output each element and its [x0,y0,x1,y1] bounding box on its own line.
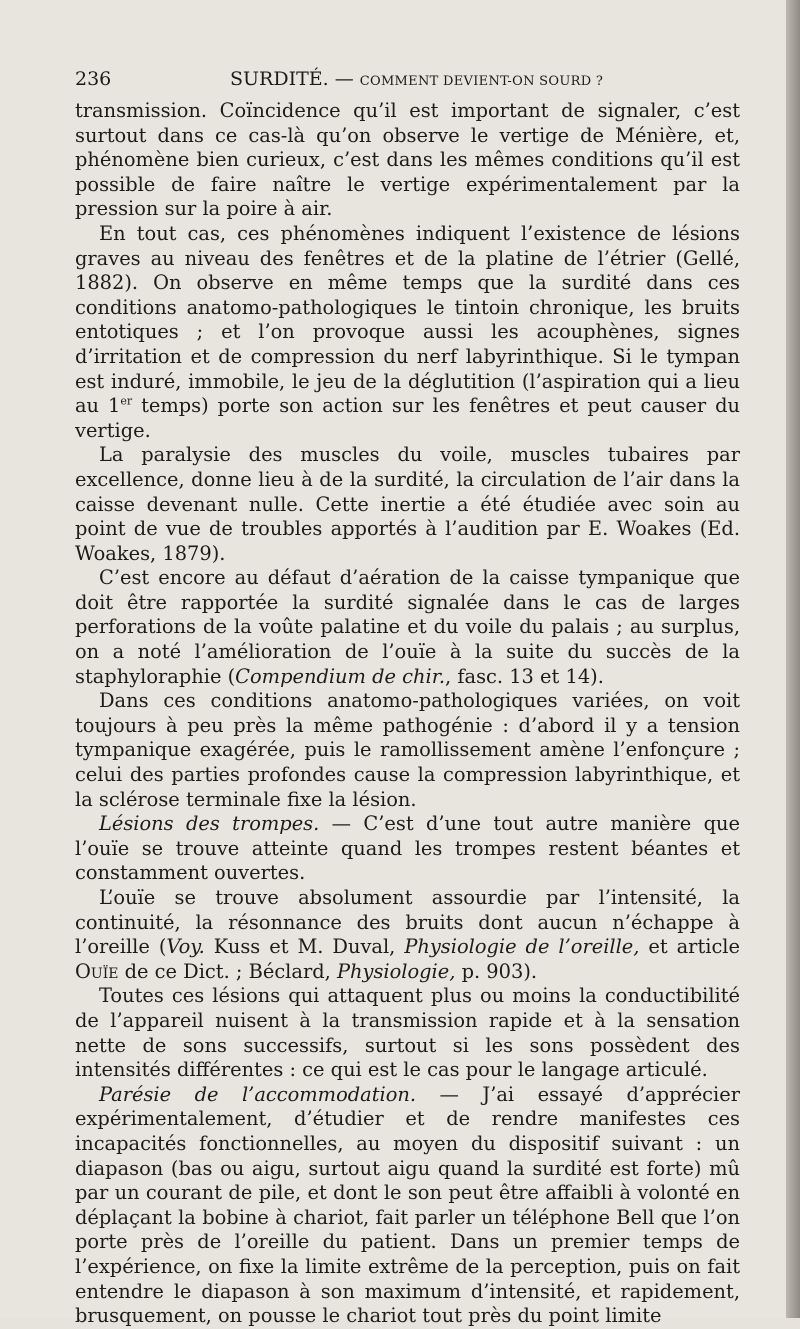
paragraph-7 [75,886,740,984]
paragraph-8 [75,984,740,1082]
dictionary-entry: Ouïe [75,959,119,983]
paragraph-text: Toutes ces lésions qui attaquent plus ou moins la conductibilité de l’appareil nuisent à la transmission rapide et à la sensation nette de sons successifs, surtout si les sons possèdent des intensités différentes : ce qui est le cas pour le langage articulé. [75,984,740,1082]
citation-title: Physiologie, [336,959,456,983]
paragraph-5 [75,689,740,812]
paragraph-text: L’ouïe se trouve absolument assourdie par l’intensité, la continuité, la résonnance des bruits dont aucun n’échappe à l’oreille ( [75,886,740,959]
paragraph-text: C’est encore au défaut d’aération de la caisse tympanique que doit être rapportée la surdité signalée dans le cas de larges perforations de la voûte palatine et du voile du palais ; au surplus, on a noté l’amélioration de l’ouïe à la suite du succès de la staphyloraphie ( [75,566,740,688]
paragraph-text: de ce Dict. ; Béclard, [118,959,337,983]
running-head-main: SURDITÉ. — [230,68,360,90]
paragraph-1 [75,99,740,222]
page-number: 236 [75,68,112,90]
paragraph-text: et article [639,935,740,959]
citation-title: Physiologie de l’oreille, [404,935,640,959]
page-edge-shadow [786,0,800,1318]
superscript: er [120,394,133,408]
citation-voy: Voy. [166,935,205,959]
section-lead-title: Parésie de l’accommodation. [99,1082,417,1106]
paragraph-text: Dans ces conditions anatomo-pathologiques variées, on voit toujours à peu près la même pathogénie : d’abord il y a tension tympanique exagérée, puis le ramollissement amène l’enfonçure ; celui des parties profondes cause la compression labyrinthique, et la sclérose terminale fixe la lésion. [75,689,740,811]
paragraph-3 [75,443,740,566]
paragraph-text: p. 903). [455,959,538,983]
paragraph-text: — C’est d’une tout autre manière que l’ouïe se trouve atteinte quand les trompes restent béantes et constamment ouvertes. [75,812,740,885]
paragraph-text: — J’ai essayé d’apprécier expérimentalement, d’étudier et de rendre manifestes ces incapacités fonctionnelles, au moyen du dispositif suivant : un diapason (bas ou aigu, surtout aigu quand la surdité est forte) mû par un courant de pile, et dont le son peut être affaibli à volonté en déplaçant la bobine à chariot, fait parler un téléphone Bell que l’on porte près de l’oreille du patient. Dans un premier temps de l’expérience, on fixe la limite extrême de la perception, puis on fait entendre le diapason à son maximum d’intensité, et rapidement, brusquement, on pousse le chariot tout près du point limite [75,1082,740,1328]
running-head [230,64,603,97]
running-head-subtitle: COMMENT DEVIENT-ON SOURD ? [359,74,604,89]
paragraph-text: , fasc. 13 et 14). [445,664,604,688]
paragraph-6 [75,812,740,886]
paragraph-text: transmission. Coïncidence qu’il est important de signaler, c’est surtout dans ce cas-là qu’on observe le vertige de Ménière, et, phénomène bien curieux, c’est dans les mêmes conditions qu’il est possible de faire naître le vertige expérimentalement par la pression sur la poire à air. [75,99,740,221]
page-body [75,99,740,1329]
section-lead-title: Lésions des trompes. [99,812,320,836]
paragraph-text: La paralysie des muscles du voile, muscles tubaires par excellence, donne lieu à de la surdité, la circulation de l’air dans la caisse devenant nulle. Cette inertie a été étudiée avec soin au point de vue de troubles apportés à l’audition par E. Woakes (Ed. Woakes, 1879). [75,443,740,565]
paragraph-text: Kuss et M. Duval, [204,935,405,959]
citation-title: Compendium de chir. [235,664,446,688]
paragraph-text: En tout cas, ces phénomènes indiquent l’existence de lésions graves au niveau des fenêtres et de la platine de l’étrier (Gellé, 1882). On observe en même temps que la surdité dans ces conditions anatomo-pathologiques le tintoin chronique, les bruits entotiques ; et l’on provoque aussi les acouphènes, signes d’irritation et de compression du nerf labyrinthique. Si le tympan est induré, immobile, le jeu de la déglutition (l’aspiration qui a lieu au 1 [75,221,740,418]
paragraph-4 [75,566,740,689]
paragraph-9 [75,1083,740,1329]
page-header [75,64,740,94]
paragraph-text: temps) porte son action sur les fenêtres et peut causer du vertige. [75,394,740,442]
paragraph-2 [75,222,740,443]
